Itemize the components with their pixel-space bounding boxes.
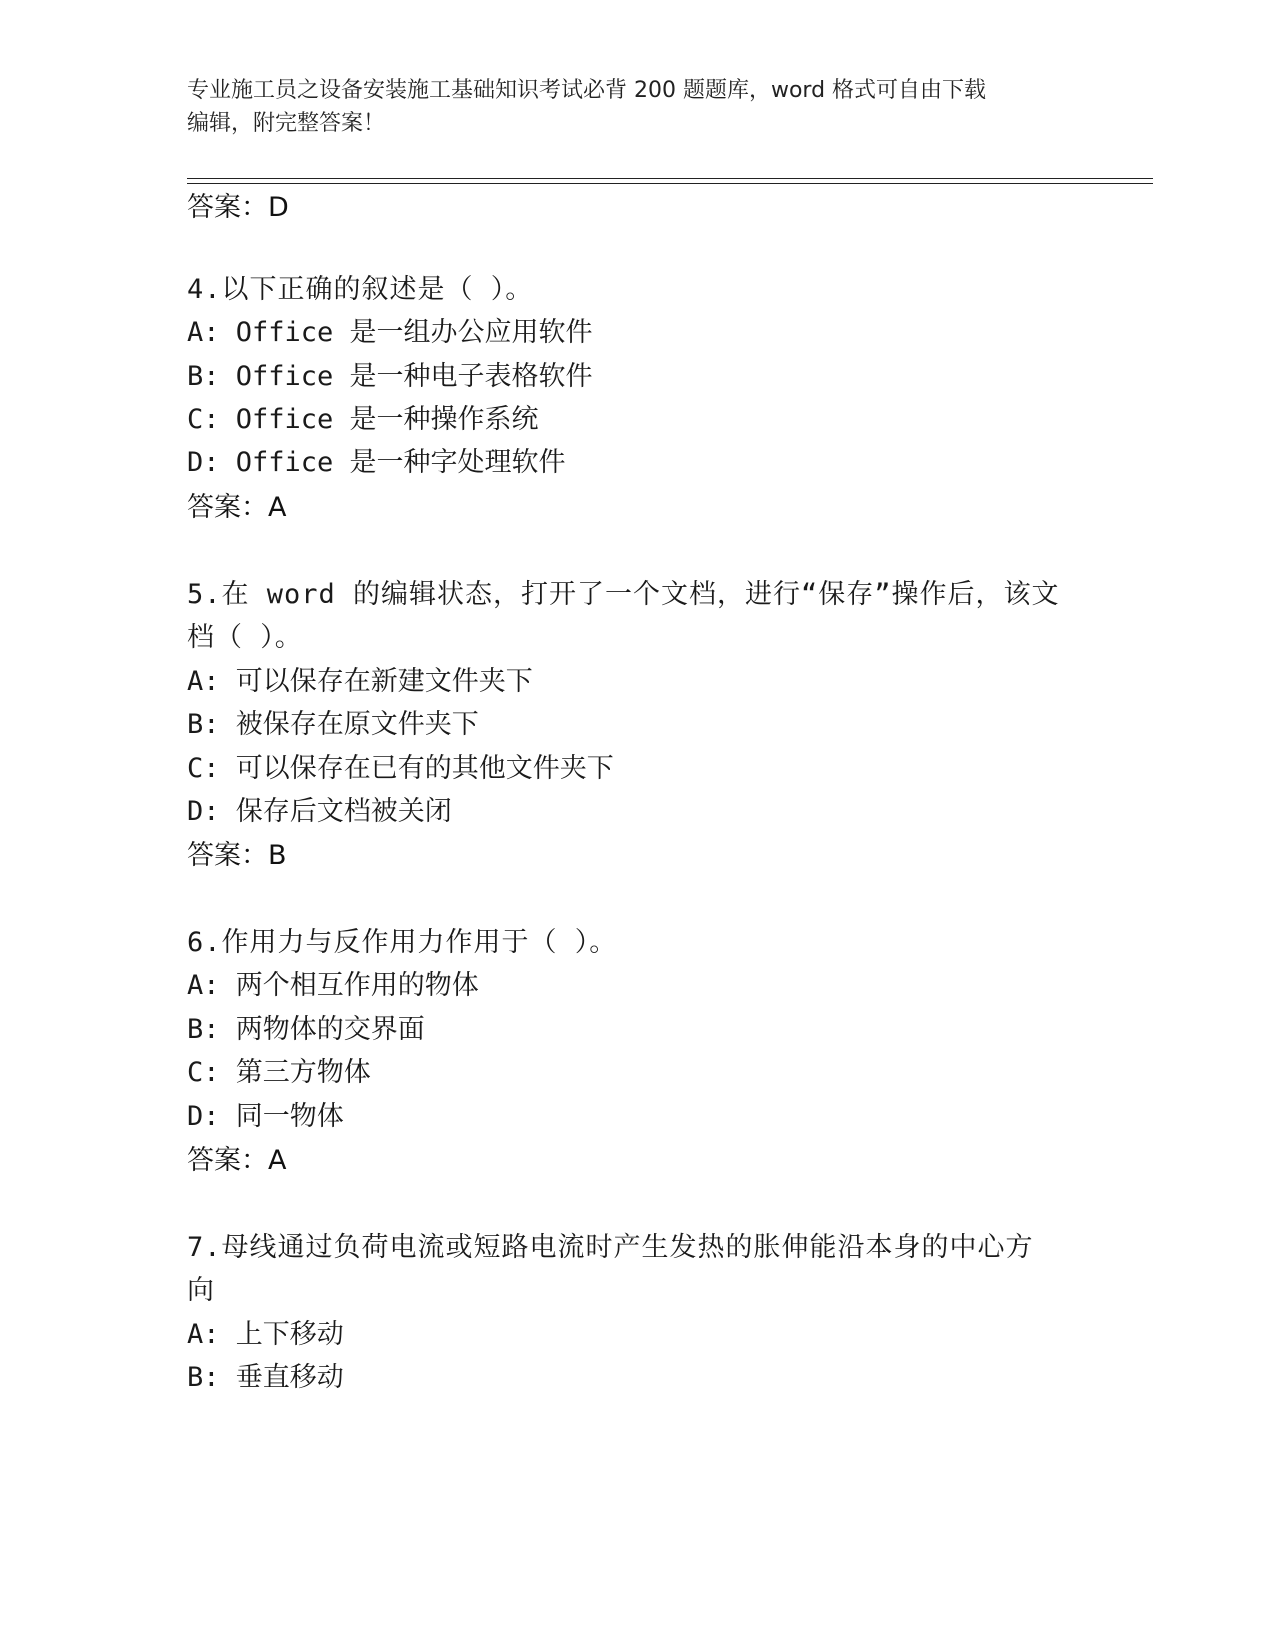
question-4-option-a: A: Office 是一组办公应用软件: [187, 317, 593, 348]
question-4-option-b: B: Office 是一种电子表格软件: [187, 361, 593, 392]
question-5-text-line-1: 5.在 word 的编辑状态，打开了一个文档，进行“保存”操作后，该文: [187, 579, 1060, 610]
question-4-answer: 答案：A: [187, 492, 287, 523]
question-6-text: 6.作用力与反作用力作用于（ ）。: [187, 927, 618, 958]
question-5-option-c: C: 可以保存在已有的其他文件夹下: [187, 753, 614, 784]
page-header: [187, 74, 1067, 140]
question-7-option-a: A: 上下移动: [187, 1319, 344, 1350]
question-5-text-line-2: 档（ ）。: [187, 622, 303, 653]
header-divider-bottom: [187, 183, 1153, 184]
question-7-text-line-2: 向: [187, 1275, 215, 1306]
question-6-option-c: C: 第三方物体: [187, 1057, 371, 1088]
header-title-line-2: 编辑，附完整答案！: [187, 111, 386, 136]
question-4-text: 4.以下正确的叙述是（ ）。: [187, 274, 534, 305]
question-7-option-b: B: 垂直移动: [187, 1362, 344, 1393]
question-4-option-d: D: Office 是一种字处理软件: [187, 447, 566, 478]
question-7-text-line-1: 7.母线通过负荷电流或短路电流时产生发热的胀伸能沿本身的中心方: [187, 1232, 1034, 1263]
question-5-option-b: B: 被保存在原文件夹下: [187, 709, 479, 740]
question-5-answer: 答案：B: [187, 840, 287, 871]
header-title-line-1: 专业施工员之设备安装施工基础知识考试必背 200 题题库，word 格式可自由下载: [187, 78, 987, 103]
question-5-option-d: D: 保存后文档被关闭: [187, 796, 452, 827]
answer-label: 答案：D: [187, 192, 289, 223]
question-6-answer: 答案：A: [187, 1145, 287, 1176]
question-6-option-d: D: 同一物体: [187, 1101, 344, 1132]
question-5-option-a: A: 可以保存在新建文件夹下: [187, 666, 533, 697]
header-divider-top: [187, 178, 1153, 179]
question-6-option-a: A: 两个相互作用的物体: [187, 970, 479, 1001]
question-4-option-c: C: Office 是一种操作系统: [187, 404, 539, 435]
question-6-option-b: B: 两物体的交界面: [187, 1014, 425, 1045]
